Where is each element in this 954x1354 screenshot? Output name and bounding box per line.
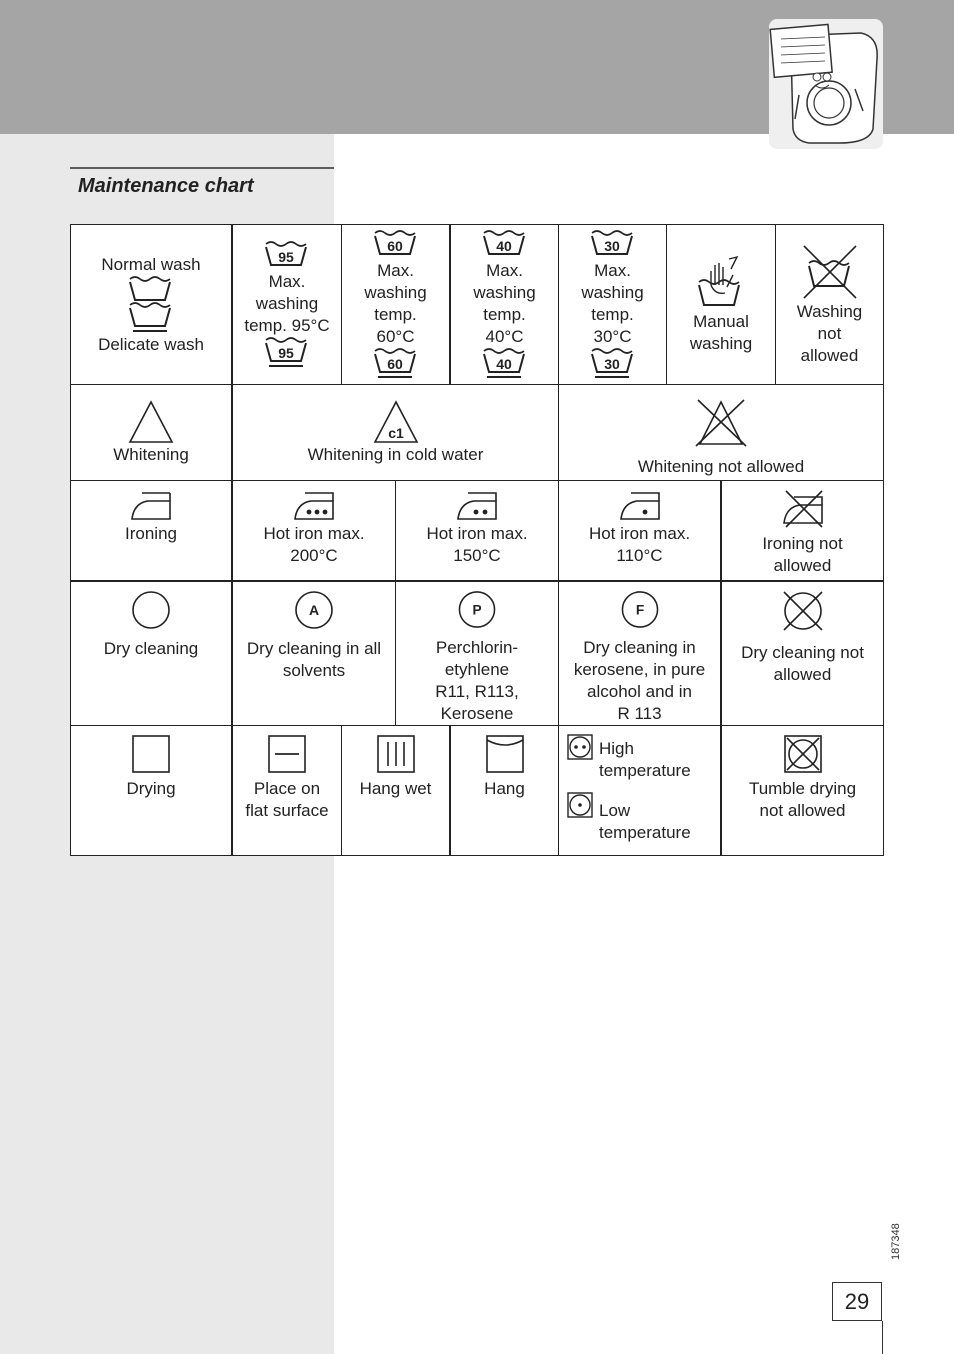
cell-flat-dry bbox=[233, 726, 341, 855]
cell-whitening-not-allowed bbox=[559, 385, 883, 480]
wash-30-icon bbox=[590, 230, 636, 260]
cell-hang-wet bbox=[342, 726, 449, 855]
ironing-label: Ironing bbox=[125, 524, 177, 543]
tumble-not-allowed-icon bbox=[783, 734, 823, 774]
iron-200-label: Hot iron max. 200°C bbox=[263, 524, 365, 565]
wash-30-number: 30 bbox=[603, 355, 620, 372]
normal-wash-label: Normal wash bbox=[101, 254, 201, 274]
whitening-label: Whitening bbox=[113, 444, 189, 464]
cell-ironing-not-allowed bbox=[722, 481, 883, 580]
cell-drying bbox=[71, 726, 231, 855]
cell-ironing bbox=[71, 481, 231, 580]
delicate-wash-tub-icon bbox=[128, 302, 174, 334]
whitening-not-allowed-icon bbox=[694, 398, 748, 448]
cell-dry-clean-kero bbox=[559, 582, 720, 725]
delicate-wash-95-icon bbox=[264, 337, 310, 369]
iron-three-dots-icon bbox=[293, 489, 335, 523]
cell-tumble-not-allowed bbox=[722, 726, 883, 855]
grid-line bbox=[883, 224, 884, 856]
cell-wash-30 bbox=[559, 225, 666, 384]
grid-line bbox=[70, 855, 884, 856]
high-temp-label: High temperature bbox=[599, 739, 691, 780]
whitening-cold-code: c1 bbox=[387, 424, 404, 441]
wash-60-label: Max. washing temp. 60°C bbox=[364, 260, 427, 346]
tumble-low-icon bbox=[567, 792, 593, 818]
cell-iron-150 bbox=[396, 481, 558, 580]
cell-whitening bbox=[71, 385, 231, 480]
wash-60-number: 60 bbox=[386, 237, 403, 254]
cell-manual-washing bbox=[667, 225, 775, 384]
washing-machine-mascot-icon bbox=[769, 19, 883, 149]
cell-wash-40 bbox=[451, 225, 558, 384]
low-temp-label: Low temperature bbox=[599, 801, 691, 842]
cell-iron-110 bbox=[559, 481, 720, 580]
whitening-cold-label: Whitening in cold water bbox=[307, 444, 484, 464]
wash-tub-icon bbox=[128, 276, 174, 302]
wash-95-icon bbox=[264, 241, 310, 271]
cell-dry-cleaning-not-allowed bbox=[722, 582, 883, 725]
circle-f-icon bbox=[620, 590, 660, 629]
wash-95-number: 95 bbox=[278, 248, 294, 265]
maintenance-chart bbox=[70, 224, 884, 856]
page-title: Maintenance chart bbox=[78, 175, 254, 197]
cell-dry-clean-all bbox=[233, 582, 395, 725]
iron-one-dot-icon bbox=[619, 489, 661, 523]
dry-clean-perc-label: Perchlorin- etyhlene R11, R113, Kerosene bbox=[435, 638, 519, 723]
wash-40-label: Max. washing temp. 40°C bbox=[473, 260, 536, 346]
tumble-not-allowed-label: Tumble drying not allowed bbox=[748, 779, 857, 820]
iron-icon bbox=[130, 489, 172, 523]
cell-normal-delicate-wash bbox=[71, 225, 231, 384]
low-temp-row bbox=[567, 792, 691, 844]
hang-wet-label: Hang wet bbox=[359, 779, 432, 798]
line-dry-icon bbox=[485, 734, 525, 774]
wash-40-icon bbox=[482, 230, 528, 260]
hang-label: Hang bbox=[484, 779, 525, 798]
washing-not-allowed-icon bbox=[801, 243, 859, 301]
cell-dry-clean-perc bbox=[396, 582, 558, 725]
cell-washing-not-allowed bbox=[776, 225, 883, 384]
cell-wash-60 bbox=[342, 225, 449, 384]
ironing-not-allowed-icon bbox=[782, 489, 824, 529]
drip-dry-icon bbox=[376, 734, 416, 774]
high-temp-row bbox=[567, 734, 691, 782]
flat-dry-icon bbox=[267, 734, 307, 774]
washing-not-allowed-label: Washing not allowed bbox=[796, 301, 863, 365]
dry-clean-kero-label: Dry cleaning in kerosene, in pure alcohol and in R 113 bbox=[573, 638, 706, 723]
cell-whitening-cold-water bbox=[233, 385, 558, 480]
page-number-rule bbox=[882, 1321, 883, 1354]
wash-95-number: 95 bbox=[278, 344, 294, 361]
cell-hang bbox=[451, 726, 558, 855]
cell-dry-cleaning bbox=[71, 582, 231, 725]
iron-two-dots-icon bbox=[456, 489, 498, 523]
dry-cleaning-not-allowed-label: Dry cleaning not allowed bbox=[741, 643, 864, 684]
page-number: 29 bbox=[832, 1282, 882, 1321]
triangle-icon bbox=[128, 400, 174, 444]
iron-150-label: Hot iron max. 150°C bbox=[426, 524, 528, 565]
flat-dry-label: Place on flat surface bbox=[245, 779, 329, 820]
cell-tumble-temps bbox=[559, 726, 720, 855]
cell-iron-200 bbox=[233, 481, 395, 580]
dry-cleaning-not-allowed-icon bbox=[780, 588, 826, 634]
circle-a-icon bbox=[294, 590, 334, 630]
dry-clean-all-code: A bbox=[308, 602, 320, 618]
square-icon bbox=[131, 734, 171, 774]
dry-cleaning-label: Dry cleaning bbox=[103, 639, 199, 658]
hand-wash-icon bbox=[697, 255, 745, 311]
delicate-wash-60-icon bbox=[373, 348, 419, 380]
triangle-c1-icon bbox=[373, 400, 419, 444]
dry-clean-all-label: Dry cleaning in all solvents bbox=[246, 639, 382, 680]
delicate-wash-label: Delicate wash bbox=[98, 334, 204, 354]
iron-110-label: Hot iron max. 110°C bbox=[588, 524, 691, 565]
wash-40-number: 40 bbox=[495, 355, 512, 372]
wash-60-number: 60 bbox=[386, 355, 403, 372]
circle-p-icon bbox=[457, 590, 497, 629]
wash-30-label: Max. washing temp. 30°C bbox=[581, 260, 644, 346]
wash-60-icon bbox=[373, 230, 419, 260]
wash-40-number: 40 bbox=[495, 237, 512, 254]
dry-clean-perc-code: P bbox=[472, 602, 482, 618]
delicate-wash-30-icon bbox=[590, 348, 636, 380]
wash-95-label: Max. washing temp. 95°C bbox=[244, 271, 330, 335]
title-rule bbox=[70, 167, 334, 169]
drying-label: Drying bbox=[126, 779, 176, 798]
dry-clean-kero-code: F bbox=[635, 602, 644, 618]
cell-wash-95 bbox=[233, 225, 341, 384]
tumble-high-icon bbox=[567, 734, 593, 760]
delicate-wash-40-icon bbox=[482, 348, 528, 380]
document-code: 187348 bbox=[890, 1223, 902, 1260]
circle-icon bbox=[131, 590, 171, 630]
wash-30-number: 30 bbox=[603, 237, 620, 254]
whitening-not-allowed-label: Whitening not allowed bbox=[637, 456, 805, 476]
manual-washing-label: Manual washing bbox=[689, 311, 753, 353]
ironing-not-allowed-label: Ironing not allowed bbox=[762, 534, 843, 575]
